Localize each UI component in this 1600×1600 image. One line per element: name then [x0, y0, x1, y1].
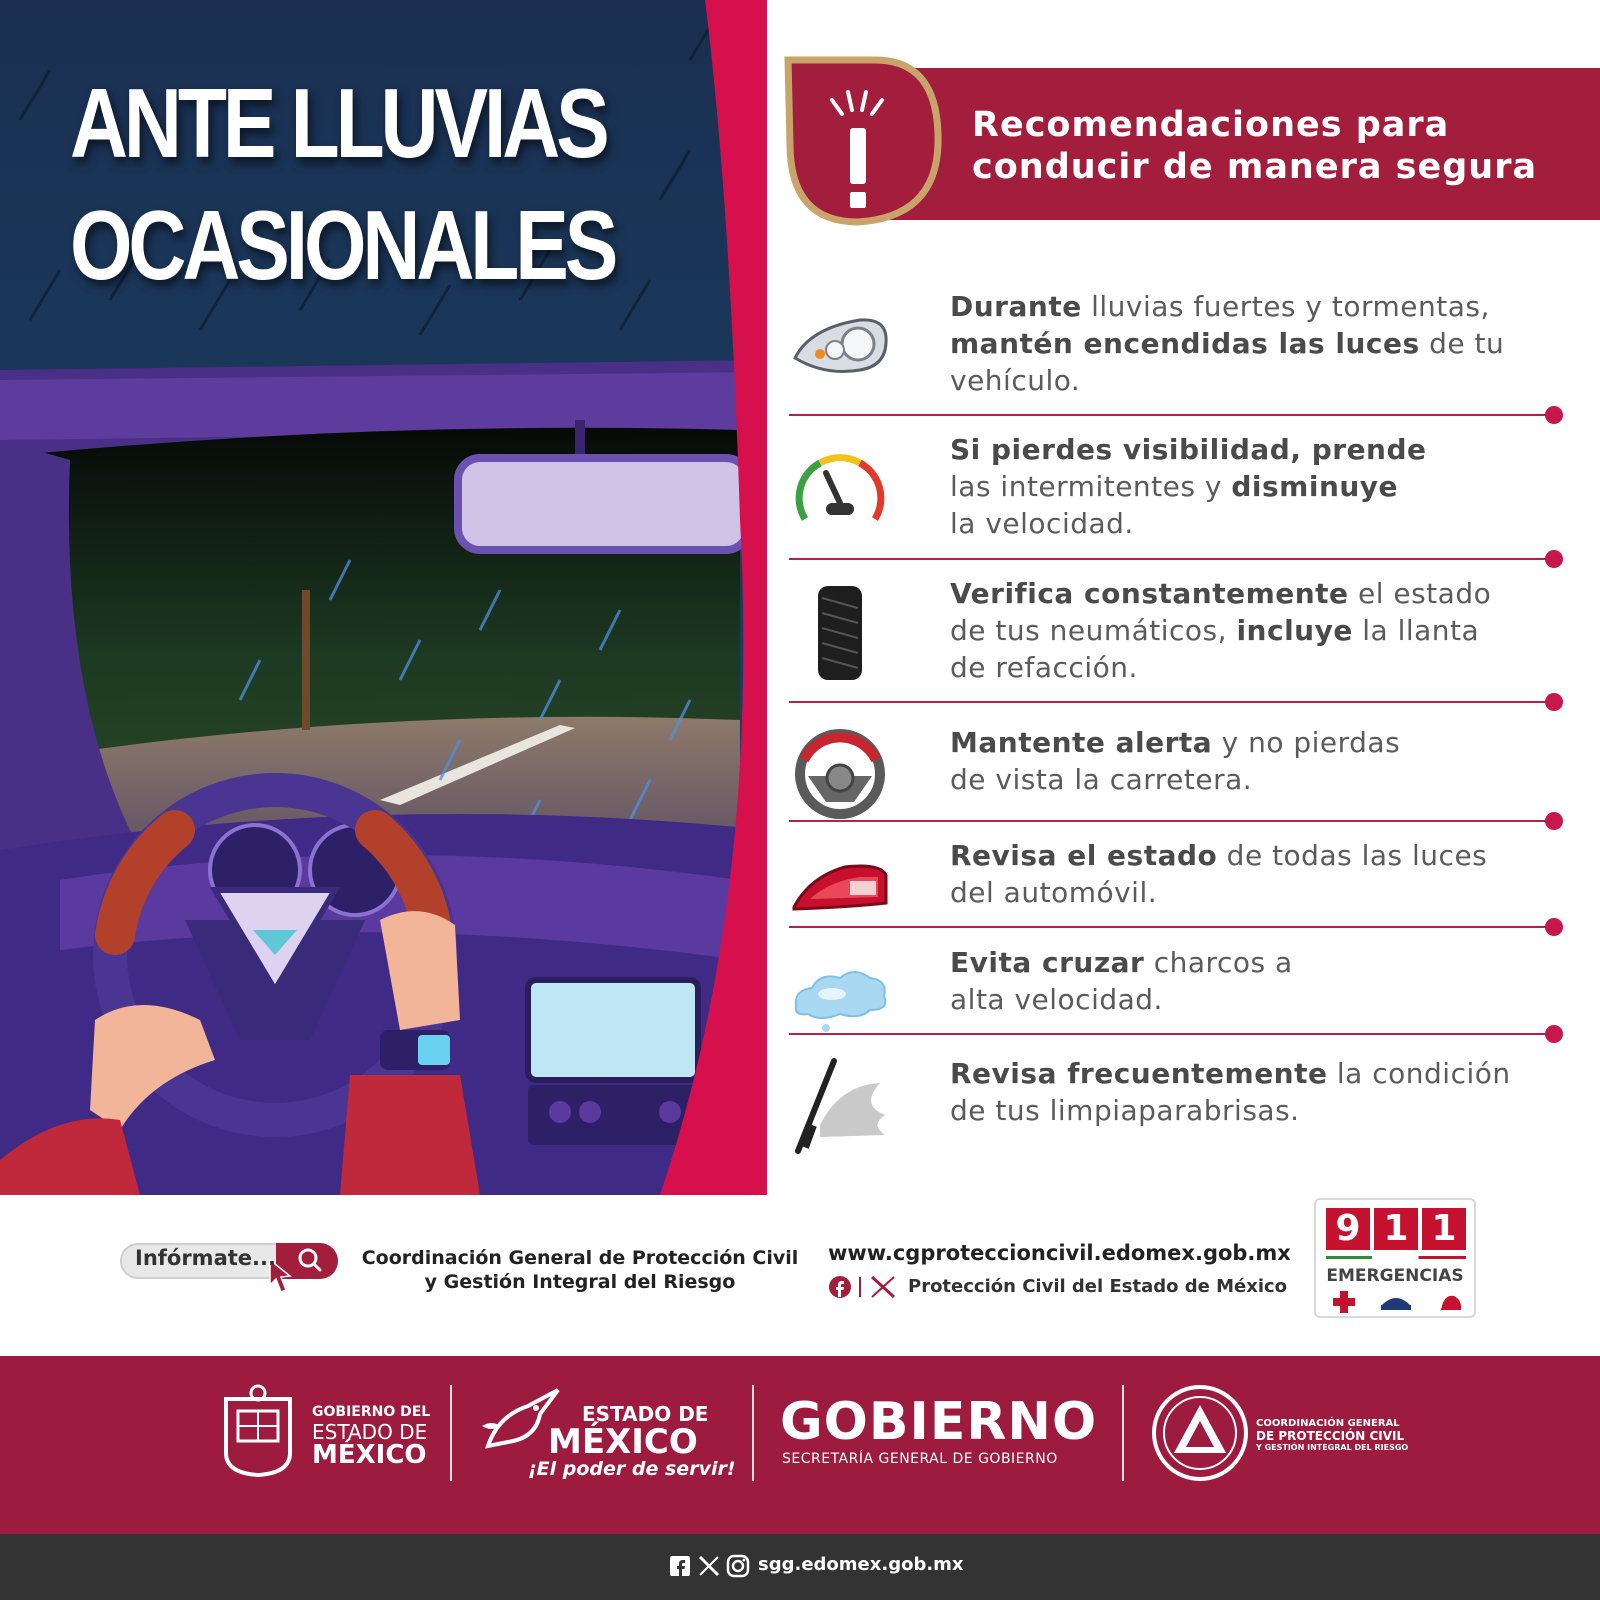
logo-separator [752, 1385, 754, 1481]
main-title-line-2: OCASIONALES [70, 190, 615, 300]
emergency-label: EMERGENCIAS [1326, 1266, 1464, 1286]
tip-line [950, 1055, 1590, 1092]
footer-social-icons [668, 1554, 752, 1578]
gov-estado-line-1: GOBIERNO DEL [312, 1404, 431, 1420]
tip-line [950, 288, 1590, 325]
tip-divider [789, 414, 1555, 416]
tip-segment: del automóvil. [950, 876, 1158, 909]
tip-segment: de tu [1419, 327, 1505, 360]
main-title-line-1: ANTE LLUVIAS [70, 68, 606, 178]
x-twitter-icon[interactable] [700, 1557, 718, 1575]
tip-emphasis: Si pierdes visibilidad, prende [950, 433, 1427, 466]
tip-emphasis: Durante [950, 290, 1082, 323]
social-icons [828, 1274, 900, 1300]
edomex-line-2: MÉXICO [548, 1422, 698, 1462]
tip-line [950, 431, 1590, 468]
tip-segment: de tus limpiaparabrisas. [950, 1094, 1300, 1127]
tip-line [950, 575, 1590, 612]
edomex-slogan: ¡El poder de servir! [528, 1458, 736, 1480]
wiper-icon [790, 1055, 890, 1155]
logo-separator [1122, 1385, 1124, 1481]
divider-dot [1545, 406, 1563, 424]
tip-segment: charcos a [1144, 946, 1293, 979]
recommendations-title-line-2: conducir de manera segura [972, 147, 1538, 187]
tip-text [950, 431, 1590, 542]
informate-label: Infórmate... [135, 1246, 276, 1270]
tip-divider [789, 820, 1555, 822]
recommendations-title [972, 104, 1592, 188]
tip-segment: de vista la carretera. [950, 763, 1253, 796]
tip-line [950, 981, 1590, 1018]
flag-stripe [1326, 1256, 1466, 1259]
website-link[interactable]: www.cgproteccioncivil.edomex.gob.mx [828, 1241, 1291, 1265]
emergency-digit: 9 [1326, 1208, 1370, 1250]
tip-text [950, 837, 1590, 911]
tip-emphasis: disminuye [1231, 470, 1399, 503]
facebook-icon[interactable] [829, 1276, 851, 1298]
tip-segment: la llanta [1352, 614, 1480, 647]
tip-line [950, 325, 1590, 362]
tip-segment: de todas las luces [1217, 839, 1488, 872]
tip-line [950, 362, 1590, 399]
tip-line [950, 612, 1590, 649]
tip-emphasis: Evita cruzar [950, 946, 1145, 979]
tip-line [950, 874, 1590, 911]
divider-dot [1545, 693, 1563, 711]
tip-segment: lluvias fuertes y tormentas, [1081, 290, 1490, 323]
tip-segment: el estado [1348, 577, 1492, 610]
tip-line [950, 468, 1590, 505]
logo-separator [450, 1385, 452, 1481]
speedometer-icon [790, 441, 890, 541]
tip-segment: alta velocidad. [950, 983, 1163, 1016]
tip-line [950, 505, 1590, 542]
tip-divider [789, 1033, 1555, 1035]
divider-dot [1545, 918, 1563, 936]
cgpc-line-3: Y GESTIÓN INTEGRAL DEL RIESGO [1256, 1443, 1409, 1452]
tip-segment: la condición [1327, 1057, 1511, 1090]
secretaria-general: SECRETARÍA GENERAL DE GOBIERNO [782, 1451, 1058, 1467]
tip-text [950, 575, 1590, 686]
emergency-digit: 1 [1422, 1208, 1466, 1250]
tip-emphasis: Revisa el estado [950, 839, 1218, 872]
tip-text [950, 944, 1590, 1018]
tip-emphasis: Verifica constantemente [950, 577, 1349, 610]
tip-line [950, 761, 1590, 798]
tip-segment: de refacción. [950, 651, 1138, 684]
tip-divider [789, 701, 1555, 703]
gov-estado-line-3: MÉXICO [312, 1440, 427, 1470]
footer-url[interactable]: sgg.edomex.gob.mx [758, 1554, 964, 1575]
coordination-line-2: y Gestión Integral del Riesgo [424, 1271, 736, 1293]
tip-emphasis: incluye [1236, 614, 1353, 647]
divider-dot [1545, 812, 1563, 830]
tip-line [950, 724, 1590, 761]
tip-text [950, 288, 1590, 399]
tip-line [950, 837, 1590, 874]
emergency-digit: 1 [1374, 1208, 1418, 1250]
edomex-line-1: ESTADO DE [582, 1402, 709, 1426]
cgpc-line-2: DE PROTECCIÓN CIVIL [1256, 1429, 1405, 1443]
steering-wheel-icon [790, 724, 890, 824]
coordination-line-1: Coordinación General de Protección Civil [361, 1247, 799, 1269]
coordination-name [360, 1246, 800, 1294]
divider-dot [1545, 550, 1563, 568]
tip-segment: las intermitentes y [950, 470, 1232, 503]
social-account-name: Protección Civil del Estado de México [908, 1276, 1288, 1297]
puddle-icon [790, 944, 890, 1044]
tip-divider [789, 926, 1555, 928]
tip-segment: la velocidad. [950, 507, 1134, 540]
tip-line [950, 1092, 1590, 1129]
recommendations-title-line-1: Recomendaciones para [972, 105, 1450, 145]
gov-estado-line-2: ESTADO DE [312, 1420, 428, 1444]
warning-icon [780, 52, 950, 232]
tip-line [950, 944, 1590, 981]
taillight-icon [790, 837, 890, 937]
police-cap-icon [1381, 1298, 1411, 1310]
tip-divider [789, 558, 1555, 560]
tip-emphasis: Revisa frecuentemente [950, 1057, 1328, 1090]
cgpc-line-1: COORDINACIÓN GENERAL [1256, 1418, 1400, 1429]
emergency-911-badge [1314, 1198, 1476, 1318]
civil-protection-logo [1150, 1383, 1250, 1483]
instagram-icon[interactable] [728, 1556, 748, 1576]
tip-text [950, 1055, 1590, 1129]
tip-line [950, 649, 1590, 686]
red-cross-icon [1333, 1291, 1355, 1313]
tip-segment: y no pierdas [1212, 726, 1401, 759]
tip-segment: de tus neumáticos, [950, 614, 1237, 647]
facebook-icon[interactable] [670, 1556, 690, 1576]
x-twitter-icon[interactable] [872, 1277, 894, 1297]
gobierno-wordmark: GOBIERNO [780, 1392, 1098, 1452]
main-title [70, 62, 615, 306]
tip-emphasis: mantén encendidas las luces [950, 327, 1420, 360]
coat-of-arms-logo [216, 1383, 300, 1479]
divider-dot [1545, 1025, 1563, 1043]
tip-segment: vehículo. [950, 364, 1081, 397]
tire-icon [790, 583, 890, 683]
fire-helmet-icon [1441, 1296, 1461, 1310]
headlight-icon [790, 298, 890, 398]
tip-emphasis: Mantente alerta [950, 726, 1213, 759]
emergency-service-icons [1326, 1288, 1466, 1314]
tip-text [950, 724, 1590, 798]
